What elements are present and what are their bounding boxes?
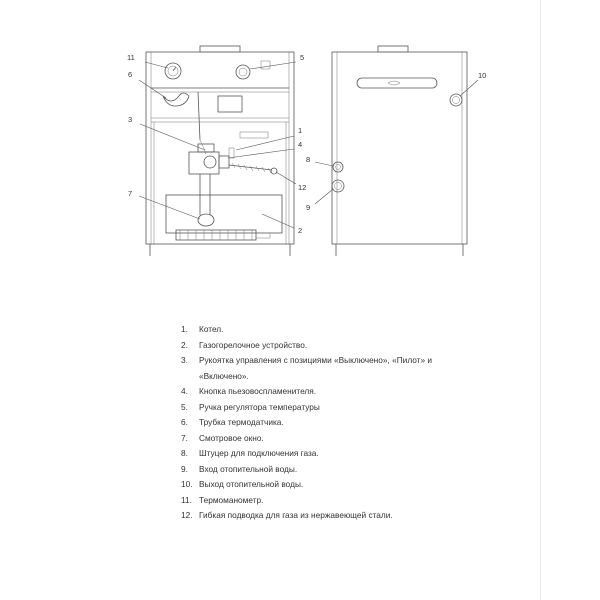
legend-item — [181, 477, 481, 493]
legend-item-number: 9. — [181, 463, 188, 474]
legend-item-number: 12. — [181, 510, 193, 520]
legend-item — [181, 415, 481, 431]
front-view — [146, 46, 294, 256]
callout-2: 2 — [298, 226, 303, 235]
legend-item — [181, 338, 481, 354]
legend-item — [181, 322, 481, 338]
legend-item-text: Смотровое окно. — [199, 432, 264, 443]
legend-item-number: 8. — [181, 448, 188, 458]
legend-item-text: Газогорелочное устройство. — [199, 339, 308, 350]
callout-4: 4 — [298, 140, 303, 149]
legend-item-text: Котел. — [199, 324, 224, 334]
legend-item-text: Трубка термодатчика. — [199, 417, 284, 427]
callout-9: 9 — [306, 203, 311, 212]
callout-8: 8 — [306, 155, 311, 164]
legend-item — [181, 431, 481, 447]
legend-item — [181, 353, 481, 384]
legend-item-text: Рукоятка управления с позициями «Выключено», «Пилот» и «Включено». — [199, 355, 433, 381]
callout-6: 6 — [128, 70, 133, 79]
callout-5: 5 — [300, 53, 305, 62]
legend-item-number: 5. — [181, 401, 188, 412]
legend-item-text: Гибкая подводка для газа из нержавеющей стали. — [199, 510, 393, 520]
legend-item — [181, 462, 481, 478]
side-view — [332, 46, 467, 256]
legend-item — [181, 446, 481, 462]
legend-item-text: Штуцер для подключения газа. — [199, 448, 319, 458]
legend-item — [181, 400, 481, 416]
legend-item-number: 4. — [181, 386, 188, 396]
front-leader-lines — [139, 62, 296, 228]
legend-item — [181, 493, 481, 509]
legend-item-number: 1. — [181, 324, 188, 334]
side-leader-lines — [315, 80, 478, 204]
legend-item-number: 10. — [181, 479, 193, 489]
legend-item-text: Кнопка пьезовоспламенителя. — [199, 386, 317, 396]
legend-item-text: Вход отопительной воды. — [199, 463, 298, 474]
legend-item — [181, 508, 481, 524]
legend-item-number: 6. — [181, 417, 188, 427]
callout-1: 1 — [298, 126, 303, 135]
legend-item-number: 3. — [181, 355, 188, 365]
legend-item — [181, 384, 481, 400]
legend-item-text: Ручка регулятора температуры — [199, 401, 320, 412]
callout-7: 7 — [128, 189, 133, 198]
callout-12: 12 — [298, 183, 307, 192]
callout-10: 10 — [478, 71, 487, 80]
legend-item-number: 7. — [181, 432, 188, 443]
legend-list — [181, 322, 481, 524]
legend-item-number: 11. — [181, 494, 192, 505]
callout-11: 11 — [127, 53, 135, 62]
legend-item-number: 2. — [181, 339, 188, 350]
legend-item-text: Термоманометр. — [199, 494, 264, 505]
callout-3: 3 — [128, 115, 133, 124]
legend-item-text: Выход отопительной воды. — [199, 479, 304, 489]
